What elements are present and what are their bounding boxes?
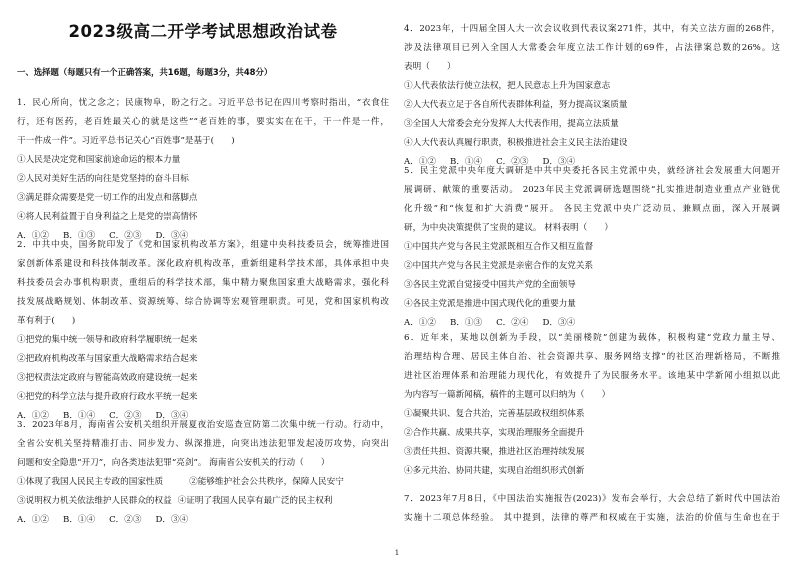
option-item: ③说明权力机关依法维护人民群众的权益 (17, 496, 172, 506)
question-text-line: 化升级”和“恢复和扩大消费”展开。 各民主党派中央广泛动员、兼顾点面，深入开展调 (404, 204, 780, 214)
question-text-line: 表明（ ） (404, 62, 456, 72)
choice-b: B．①④ (450, 157, 483, 167)
choice-c: C．②③ (109, 411, 142, 421)
option-item: ①人民是决定党和国家前途命运的根本力量 (17, 155, 181, 165)
question-text-line: 家创新体系建设和科技体制改革。深化政府机构改革，重新组建科学技术部，具体承担中央 (17, 259, 389, 269)
option-item: ①凝聚共识、复合共治，完善基层政权组织体系 (404, 409, 585, 419)
choice-a: A．①② (17, 411, 49, 421)
choice-b: B．①③ (63, 231, 96, 241)
choice-b: B．①④ (63, 515, 96, 525)
option-item: ④各民主党派是推进中国式现代化的重要力量 (404, 299, 576, 309)
option-pair (17, 473, 389, 492)
question-text-line: 6．近年来，某地以创新为手段，以“美丽楼院”创建为载体，积极构建“党政力量主导、 (404, 333, 780, 343)
question-1 (17, 94, 389, 246)
choice-d: D．③④ (155, 411, 189, 421)
question-text-line: 干一件成一件”。习近平总书记关心“百姓事”是基于( ) (17, 136, 235, 146)
question-text-line: 为内容写一篇新闻稿，稿件的主题可以归纳为（ ） (404, 390, 611, 400)
choice-b: B．①③ (450, 318, 483, 328)
question-7 (404, 490, 780, 528)
option-item: ④证明了我国人民享有最广泛的民主权利 (177, 496, 333, 506)
question-text-line: 全省公安机关坚持精准打击、同步发力、纵深推进，向突出违法犯罪发起凌厉攻势，向突出 (17, 439, 389, 449)
question-text-line: 1．民心所向，忧之念之；民康物阜，盼之行之。习近平总书记在四川考察时指出，“衣食住 (17, 98, 389, 108)
option-item: ②能够维护社会公共秩序，保障人民安宁 (189, 477, 344, 487)
option-item: ③把权责法定政府与智能高效政府建设统一起来 (17, 373, 198, 383)
choice-d: D．③④ (542, 318, 576, 328)
option-item: ①中国共产党与各民主党派既相互合作又相互监督 (404, 242, 594, 252)
choice-c: C．②③ (109, 515, 142, 525)
option-item: ③满足群众需要是党一切工作的出发点和落脚点 (17, 193, 198, 203)
question-text-line: 问题和安全隐患“开刀”，向各类违法犯罪“亮剑”。 海南省公安机关的行动（ ） (17, 458, 330, 468)
question-3 (17, 416, 389, 530)
question-text-line: 4．2023年，十四届全国人大一次会议收到代表议案271件，其中，有关立法方面的268件， (404, 24, 780, 34)
question-text-line: 革有利于( ) (17, 316, 76, 326)
option-item: ③各民主党派自觉接受中国共产党的全面领导 (404, 280, 576, 290)
choice-a: A．①② (17, 231, 49, 241)
choice-d: D．③④ (155, 515, 189, 525)
question-6 (404, 329, 780, 481)
exam-title: 2023级高二开学考试思想政治试卷 (68, 22, 338, 41)
choice-c: C．②③ (109, 231, 142, 241)
option-item: ②中国共产党与各民主党派是亲密合作的友党关系 (404, 261, 594, 271)
question-4 (404, 20, 780, 172)
option-item: ④多元共治、协同共建，实现自治组织形式创新 (404, 466, 585, 476)
option-item: ①把党的集中统一领导和政府科学履职统一起来 (17, 335, 198, 345)
option-item: ②把政府机构改革与国家重大战略需求结合起来 (17, 354, 198, 364)
choice-d: D．③④ (155, 231, 189, 241)
option-item: ①体现了我国人民民主专政的国家性质 (17, 477, 164, 487)
option-item: ④人大代表认真履行职责，积极推进社会主义民主法治建设 (404, 138, 628, 148)
choice-b: B．①④ (63, 411, 96, 421)
option-item: ②人民对美好生活的向往是党坚持的奋斗目标 (17, 174, 189, 184)
section-heading: 一、选择题（每题只有一个正确答案，共16题，每题3分，共48分） (17, 67, 273, 77)
option-pair (17, 492, 389, 511)
question-2 (17, 236, 389, 426)
choice-c: C．②④ (496, 318, 529, 328)
question-5 (404, 162, 780, 333)
question-text-line: 5．民主党派中央年度大调研是中共中央委托各民主党派中央，就经济社会发展重大问题开 (404, 166, 780, 176)
option-item: ②人大代表立足于各自所代表群体利益，努力提高议案质量 (404, 100, 628, 110)
choice-a: A．①② (404, 157, 436, 167)
option-item: ③全国人大常委会充分发挥人大代表作用，提高立法质量 (404, 119, 619, 129)
question-text-line: 治理结构合理、居民主体自治、社会资源共享、服务网络支撑”的社区治理新格局，不断推 (404, 352, 780, 362)
question-text-line: 研，为中央决策提供了宝贵的建议。 材料表明（ ） (404, 223, 613, 233)
option-item: ①人代表依法行使立法权，把人民意志上升为国家意志 (404, 81, 611, 91)
question-text-line: 进社区治理体系和治理能力现代化，有效提升了为民服务水平。该地某中学新闻小组拟以此 (404, 371, 780, 381)
question-text-line: 展调研、献策的重要活动。 2023年民主党派调研选题围绕“扎实推进制造业重点产业链优 (404, 185, 780, 195)
question-text-line: 7．2023年7月8日，《中国法治实施报告(2023)》发布会举行，大会总结了新时代中国法治 (404, 494, 780, 504)
option-item: ④把党的科学立法与提升政府行政水平统一起来 (17, 392, 198, 402)
question-text-line: 3．2023年8月，海南省公安机关组织开展夏夜治安巡查宣防第二次集中统一行动。行动中， (17, 420, 389, 430)
choice-a: A．①② (17, 515, 49, 525)
option-item: ③责任共担、资源共聚，推进社区治理持续发展 (404, 447, 585, 457)
option-item: ④将人民利益置于自身利益之上是党的崇高情怀 (17, 212, 198, 222)
answer-choices (17, 511, 389, 530)
question-text-line: 行，还有医药，老百姓最关心的就是这些”“老百姓的事，要实实在在干，干一件是一件， (17, 117, 389, 127)
option-item: ②合作共赢、成果共享，实现治理服务全面提升 (404, 428, 585, 438)
question-text-line: 涉及法律项目已列入全国人大常委会年度立法工作计划的69件，占法律案总数的26%。这 (404, 43, 780, 53)
choice-d: D．③④ (542, 157, 576, 167)
choice-c: C．②③ (496, 157, 529, 167)
question-text-line: 实施十二项总体经验。 其中提到，法律的尊严和权威在于实施，法治的价值与生命也在于 (404, 513, 780, 523)
question-text-line: 2．中共中央，国务院印发了《党和国家机构改革方案》，组建中央科技委员会，统筹推进国 (17, 240, 389, 250)
page-number: 1 (394, 549, 400, 557)
question-text-line: 科技委员会办事机构职责，重组后的科学技术部，集中精力聚焦国家重大战略需求，强化科 (17, 278, 389, 288)
choice-a: A．①② (404, 318, 436, 328)
question-text-line: 技发展战略规划、体制改革、资源统筹、综合协调等宏观管理职责。可见，党和国家机构改 (17, 297, 389, 307)
